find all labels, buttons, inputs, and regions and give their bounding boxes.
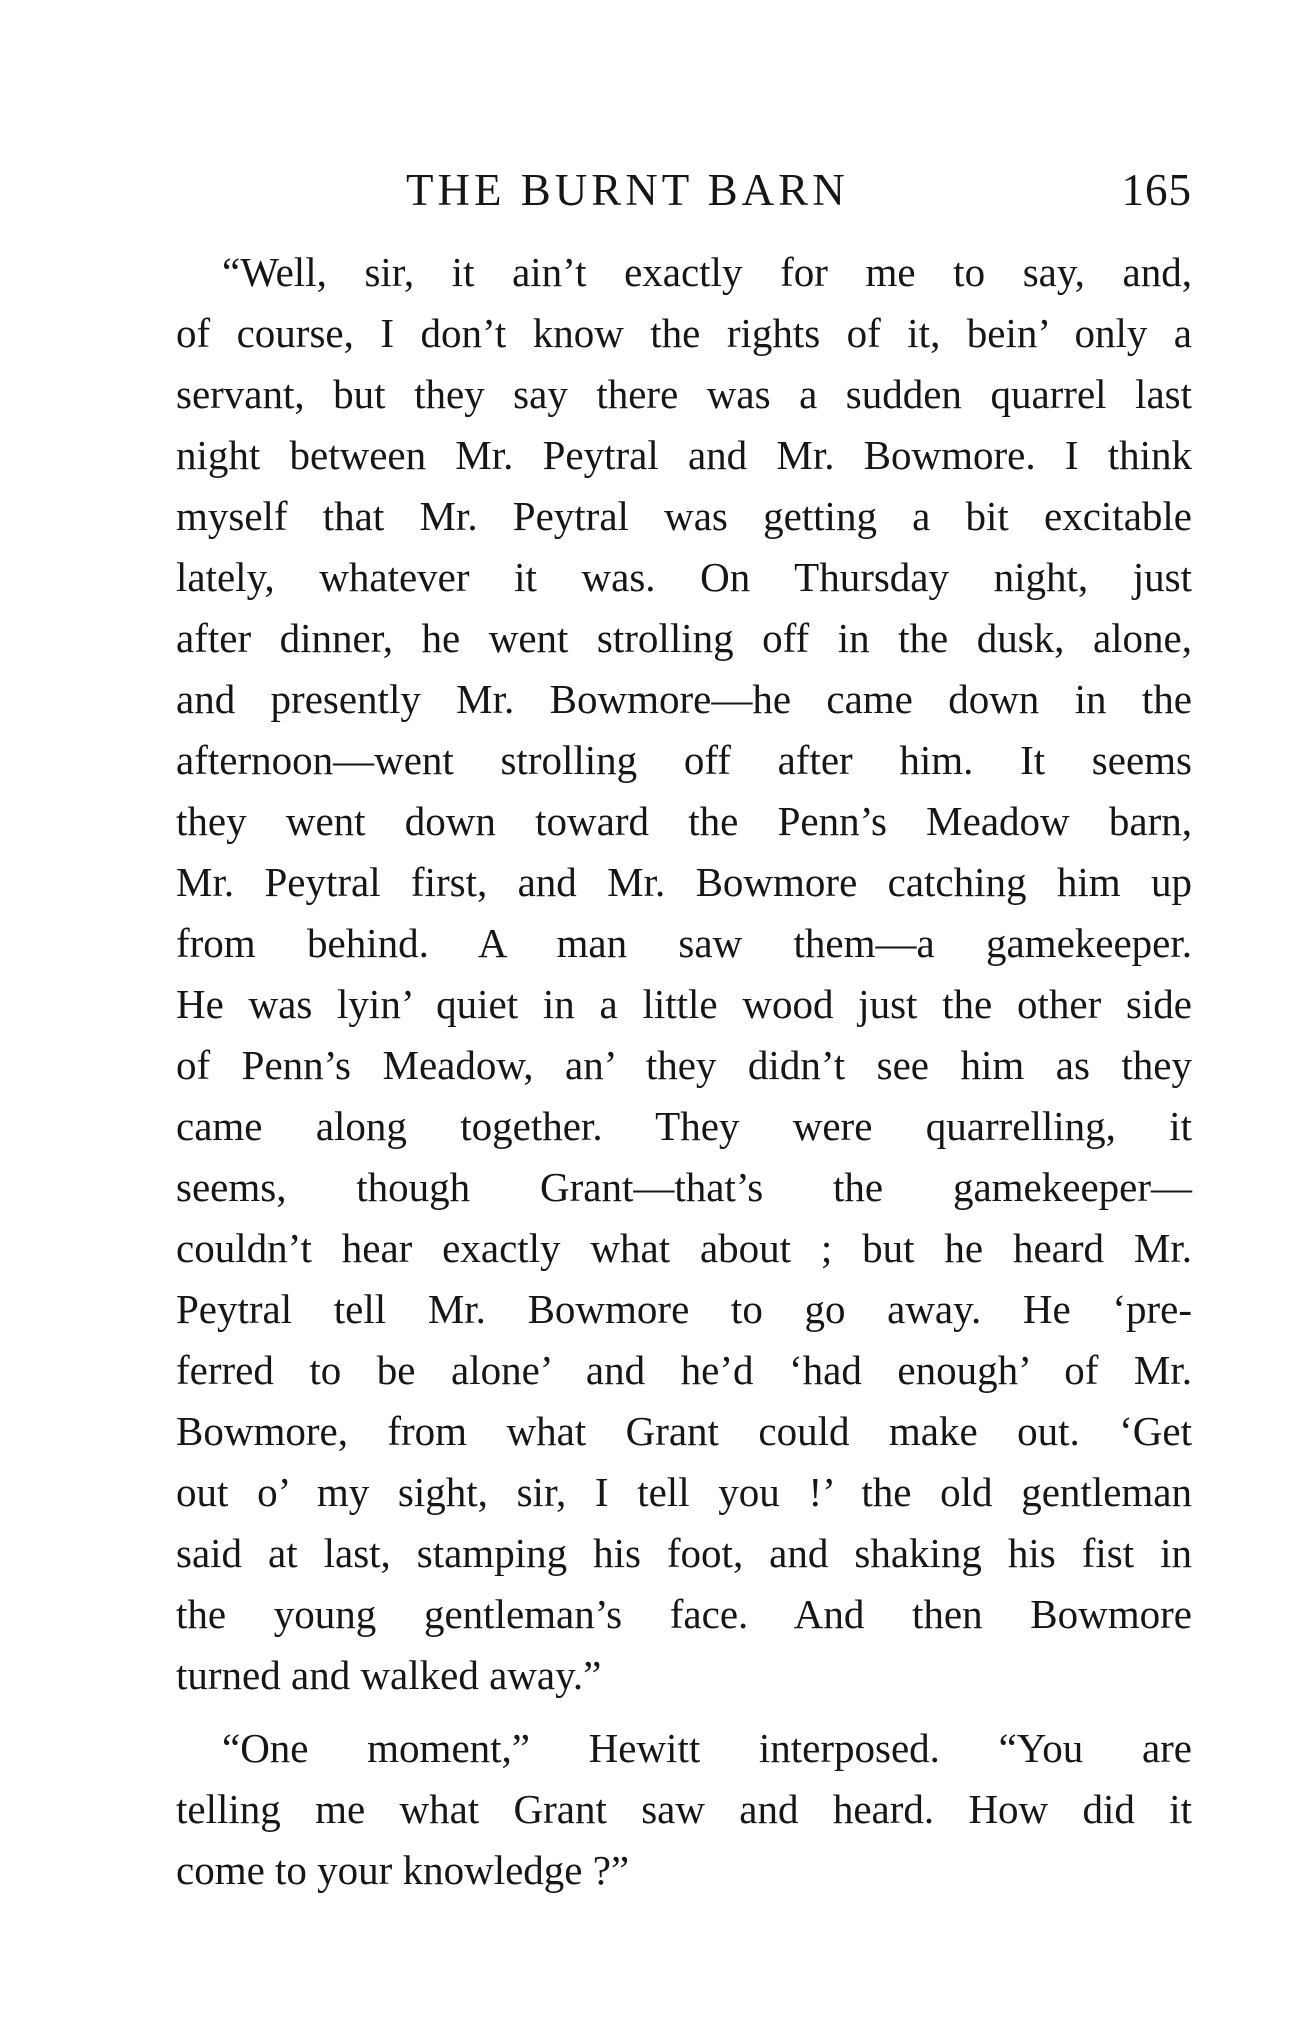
text-line: ferred to be alone’ and he’d ‘had enough’ of Mr. bbox=[176, 1347, 1192, 1393]
text-line: they went down toward the Penn’s Meadow barn, bbox=[176, 798, 1192, 844]
text-line: the young gentleman’s face. And then Bowmore bbox=[176, 1591, 1192, 1637]
paragraph-gap bbox=[176, 1706, 1192, 1718]
body-text bbox=[176, 242, 1192, 1901]
text-line: seems, though Grant—that’s the gamekeeper— bbox=[176, 1164, 1192, 1210]
text-line: of course, I don’t know the rights of it, bein’ only a bbox=[176, 310, 1192, 356]
text-line: and presently Mr. Bowmore—he came down in the bbox=[176, 676, 1192, 722]
running-head bbox=[176, 160, 1192, 220]
text-line: afternoon—went strolling off after him. It seems bbox=[176, 737, 1192, 783]
text-line: Peytral tell Mr. Bowmore to go away. He ‘pre- bbox=[176, 1286, 1192, 1332]
text-line: lately, whatever it was. On Thursday night, just bbox=[176, 554, 1192, 600]
page-number: 165 bbox=[1121, 165, 1192, 215]
text-line: servant, but they say there was a sudden quarrel last bbox=[176, 371, 1192, 417]
paragraph-hewitt-question bbox=[176, 1718, 1192, 1901]
text-line: “One moment,” Hewitt interposed. “You are bbox=[222, 1725, 1192, 1771]
text-line: turned and walked away.” bbox=[176, 1652, 602, 1698]
running-title: THE BURNT BARN bbox=[406, 165, 849, 215]
text-line: came along together. They were quarrelling, it bbox=[176, 1103, 1192, 1149]
text-line: telling me what Grant saw and heard. How did it bbox=[176, 1786, 1192, 1832]
text-line: of Penn’s Meadow, an’ they didn’t see him as they bbox=[176, 1042, 1192, 1088]
text-line: after dinner, he went strolling off in the dusk, alone, bbox=[176, 615, 1192, 661]
text-line: come to your knowledge ?” bbox=[176, 1847, 630, 1893]
text-line: from behind. A man saw them—a gamekeeper. bbox=[176, 920, 1192, 966]
text-line: He was lyin’ quiet in a little wood just the other side bbox=[176, 981, 1192, 1027]
text-line: Bowmore, from what Grant could make out. ‘Get bbox=[176, 1408, 1192, 1454]
paragraph-gamekeeper-account bbox=[176, 242, 1192, 1706]
text-line: myself that Mr. Peytral was getting a bit excitable bbox=[176, 493, 1192, 539]
text-line: out o’ my sight, sir, I tell you !’ the old gentleman bbox=[176, 1469, 1192, 1515]
text-line: couldn’t hear exactly what about ; but he heard Mr. bbox=[176, 1225, 1192, 1271]
text-line: “Well, sir, it ain’t exactly for me to say, and, bbox=[222, 249, 1192, 295]
text-line: said at last, stamping his foot, and shaking his fist in bbox=[176, 1530, 1192, 1576]
text-line: Mr. Peytral first, and Mr. Bowmore catching him up bbox=[176, 859, 1192, 905]
text-line: night between Mr. Peytral and Mr. Bowmore. I think bbox=[176, 432, 1192, 478]
